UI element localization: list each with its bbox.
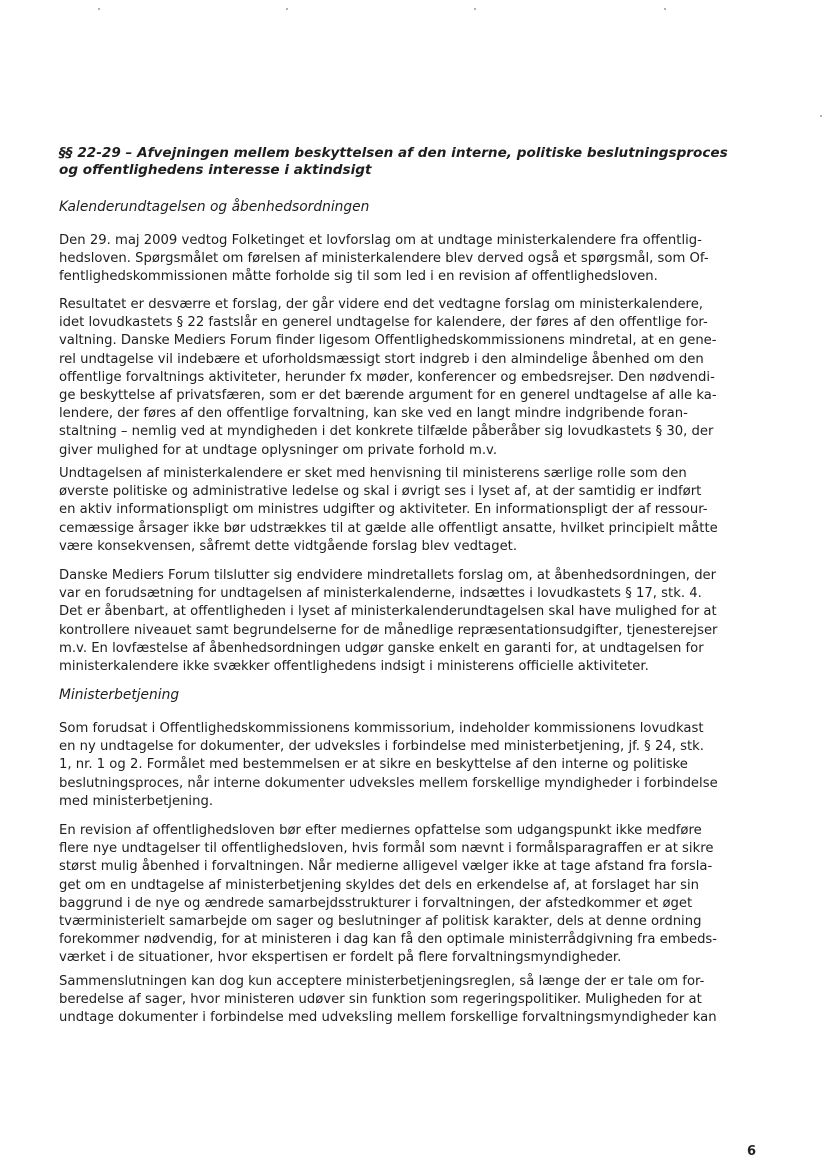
text-line: en ny undtagelse for dokumenter, der udveksles i forbindelse med ministerbetjening, jf. § 24, stk. — [59, 739, 704, 755]
text-line: Undtagelsen af ministerkalendere er sket med henvisning til ministerens særlige rolle som den — [59, 466, 687, 481]
text-line: værket i de situationer, hvor ekspertisen er fordelt på flere forvaltningsmyndigheder. — [59, 950, 622, 966]
text-line: størst mulig åbenhed i forvaltningen. Når medierne alligevel vælger ikke at tage afstand fra forsla- — [59, 859, 713, 875]
text-line: ge beskyttelse af privatsfæren, som er det bærende argument for en generel undtagelse af alle ka- — [59, 388, 717, 404]
text-line: giver mulighed for at undtage oplysninger om private forhold m.v. — [59, 442, 498, 458]
text-line: Resultatet er desværre et forslag, der går videre end det vedtagne forslag om ministerkalendere, — [59, 297, 703, 312]
page-number: 6 — [747, 1144, 757, 1159]
text-line: baggrund i de nye og ændrede samarbejdsstrukturer i forvaltningen, der afstedkommer et øget — [59, 895, 693, 911]
text-line: lendere, der føres af den offentlige forvaltning, kan ske ved en langt mindre indgribende foran- — [59, 406, 688, 422]
text-line: flere nye undtagelser til offentlighedsloven, hvis formål som nævnt i formålsparagraffen er at sikre — [59, 841, 714, 857]
paragraph — [59, 296, 769, 460]
scan-mark — [664, 8, 666, 10]
text-line: ministerkalendere ikke svækker offentlighedens indsigt i ministerens officielle aktiviteter. — [59, 659, 649, 675]
scan-mark — [98, 8, 100, 10]
paragraph — [59, 567, 769, 676]
text-line: m.v. En lovfæstelse af åbenhedsordningen udgør ganske enkelt en garanti for, at undtagelsen for — [59, 640, 704, 656]
paragraph — [59, 232, 769, 287]
text-line: med ministerbetjening. — [59, 793, 214, 809]
paragraph — [59, 465, 769, 556]
heading-line: og offentlighedens interesse i aktindsigt — [59, 162, 372, 178]
scan-mark — [286, 8, 288, 10]
text-line: Det er åbenbart, at offentligheden i lyset af ministerkalenderundtagelsen skal have mulighed for at — [59, 604, 717, 620]
paragraph — [59, 973, 769, 1028]
text-line: en aktiv informationspligt om ministres udgifter og aktiviteter. En informationspligt der af ressour- — [59, 502, 708, 518]
text-line: kontrollere niveauet samt begrundelserne for de månedlige repræsentationsudgifter, tjenesterejser — [59, 622, 718, 638]
text-line: være konsekvensen, såfremt dette vidtgående forslag blev vedtaget. — [59, 538, 518, 554]
text-line: var en forudsætning for undtagelsen af ministerkalenderne, indsættes i lovudkastets § 17, stk. 4. — [59, 586, 702, 602]
text-line: rel undtagelse vil indebære et uforholdsmæssigt stort indgreb i den almindelige åbenhed om den — [59, 351, 704, 367]
text-line: hedsloven. Spørgsmålet om førelsen af ministerkalendere blev derved også et spørgsmål, som Of- — [59, 251, 709, 267]
text-line: Danske Mediers Forum tilslutter sig endvidere mindretallets forslag om, at åbenhedsordningen, der — [59, 568, 717, 583]
text-line: Den 29. maj 2009 vedtog Folketinget et lovforslag om at undtage ministerkalendere fra offentlig- — [59, 233, 702, 248]
text-line: idet lovudkastets § 22 fastslår en generel undtagelse for kalendere, der føres af den offentlige for- — [59, 315, 708, 331]
text-line: valtning. Danske Mediers Forum finder ligesom Offentlighedskommissionens mindretal, at en gene- — [59, 333, 717, 349]
text-line: get om en undtagelse af ministerbetjening skyldes det dels en erkendelse af, at forslaget har sin — [59, 877, 700, 893]
subsection-title-calendar: Kalenderundtagelsen og åbenhedsordningen — [59, 199, 370, 215]
text-line: Sammenslutningen kan dog kun acceptere ministerbetjeningsreglen, så længe der er tale om for- — [59, 974, 705, 989]
text-line: fentlighedskommissionen måtte forholde sig til som led i en revision af offentlighedsloven. — [59, 269, 658, 285]
subsection-title-ministerial-service: Ministerbetjening — [59, 687, 180, 703]
section-heading — [59, 145, 764, 179]
text-line: beredelse af sager, hvor ministeren udøver sin funktion som regeringspolitiker. Muligheden for at — [59, 992, 702, 1008]
text-line: En revision af offentlighedsloven bør efter mediernes opfattelse som udgangspunkt ikke medføre — [59, 823, 702, 838]
text-line: øverste politiske og administrative ledelse og skal i øvrigt ses i lyset af, at der samtidig er indført — [59, 484, 702, 500]
text-line: beslutningsproces, når interne dokumenter udveksles mellem forskellige myndigheder i forbindelse — [59, 775, 718, 791]
paragraph — [59, 822, 769, 968]
text-line: tværministerielt samarbejde om sager og beslutninger af politisk karakter, dels at denne ordning — [59, 914, 702, 930]
scan-mark — [474, 8, 476, 10]
text-line: 1, nr. 1 og 2. Formålet med bestemmelsen er at sikre en beskyttelse af den interne og politiske — [59, 757, 688, 773]
text-line: offentlige forvaltnings aktiviteter, herunder fx møder, konferencer og embedsrejser. Den nødvendi- — [59, 369, 715, 385]
heading-line: §§ 22-29 – Afvejningen mellem beskyttelsen af den interne, politiske beslutningsproces — [59, 145, 728, 161]
text-line: staltning – nemlig ved at myndigheden i det konkrete tilfælde påberåber sig lovudkastets § 30, der — [59, 424, 714, 440]
text-line: Som forudsat i Offentlighedskommissionens kommissorium, indeholder kommissionens lovudkast — [59, 721, 704, 736]
text-line: cemæssige årsager ikke bør udstrækkes til at gælde alle offentligt ansatte, hvilket principielt måtte — [59, 520, 718, 536]
scan-mark — [820, 115, 822, 117]
paragraph — [59, 720, 769, 811]
text-line: forekommer nødvendig, for at ministeren i dag kan få den optimale ministerrådgivning fra embeds- — [59, 932, 718, 948]
text-line: undtage dokumenter i forbindelse med udveksling mellem forskellige forvaltningsmyndigheder kan — [59, 1010, 717, 1026]
